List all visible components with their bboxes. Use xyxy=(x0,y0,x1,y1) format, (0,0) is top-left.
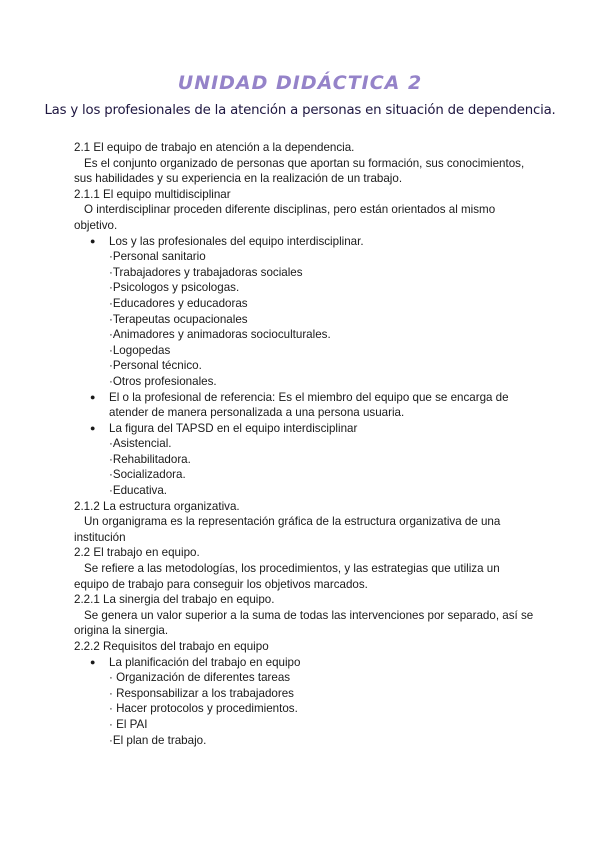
sub-item: ·Educativa. xyxy=(109,484,167,498)
bullet-text: El o la profesional de referencia: Es el miembro del equipo que se encarga de atender de manera personalizada a una persona usuaria. xyxy=(109,390,509,420)
sub-item: ·Trabajadores y trabajadoras sociales xyxy=(109,265,303,279)
sub-item: ·Animadores y animadoras socioculturales. xyxy=(109,328,331,342)
sub-item: ·Terapeutas ocupacionales xyxy=(109,312,248,326)
sub-item: · Hacer protocolos y procedimientos. xyxy=(109,702,298,716)
sub-list-tapsd xyxy=(74,436,534,498)
section-text-2-2-1: Se genera un valor superior a la suma de todas las intervenciones por separado, así se origina la sinergia. xyxy=(74,608,534,638)
bullet-item xyxy=(74,421,534,437)
section-text-2-1: Es el conjunto organizado de personas que aportan su formación, sus conocimientos, sus habilidades y su experiencia en la realización de un trabajo. xyxy=(74,156,525,186)
section-heading-2-2: 2.2 El trabajo en equipo. xyxy=(74,546,200,560)
section-text-2-1-2: Un organigrama es la representación gráfica de la estructura organizativa de una institución xyxy=(74,515,501,544)
section-heading-2-1: 2.1 El equipo de trabajo en atención a la dependencia. xyxy=(74,141,355,154)
document-title: UNIDAD DIDÁCTICA 2 xyxy=(177,72,423,94)
bullet-text: Los y las profesionales del equipo interdisciplinar. xyxy=(109,234,364,248)
section-text-2-2: Se refiere a las metodologías, los procedimientos, y las estrategias que utiliza un equipo de trabajo para conseguir los objetivos marcados. xyxy=(74,562,500,591)
sub-item: ·Psicologos y psicologas. xyxy=(109,281,240,295)
sub-item: ·Otros profesionales. xyxy=(109,374,217,388)
bullet-list-equipo xyxy=(74,234,534,250)
sub-item: · Organización de diferentes tareas xyxy=(109,671,291,685)
sub-item: ·Personal sanitario xyxy=(109,250,206,264)
bullet-text: La planificación del trabajo en equipo xyxy=(109,655,301,669)
sub-list-planificacion xyxy=(74,670,534,748)
sub-item: ·Personal técnico. xyxy=(109,359,202,373)
sub-item: ·Socializadora. xyxy=(109,468,186,482)
bullet-list-planificacion xyxy=(74,655,534,671)
section-heading-2-1-1: 2.1.1 El equipo multidisciplinar xyxy=(74,187,231,201)
section-heading-2-2-2: 2.2.2 Requisitos del trabajo en equipo xyxy=(74,640,269,653)
section-text-2-1-1: O interdisciplinar proceden diferente disciplinas, pero están orientados al mismo objetivo. xyxy=(74,203,496,232)
sub-item: · El PAI xyxy=(109,717,148,731)
sub-item: ·Educadores y educadoras xyxy=(109,296,248,310)
sub-list-profesionales xyxy=(74,249,534,389)
sub-item: ·Rehabilitadora. xyxy=(109,452,191,466)
section-heading-2-1-2: 2.1.2 La estructura organizativa. xyxy=(74,499,240,513)
bullet-list-referencia xyxy=(74,390,534,437)
section-heading-2-2-1: 2.2.1 La sinergia del trabajo en equipo. xyxy=(74,593,275,607)
sub-item: ·Asistencial. xyxy=(109,437,172,451)
bullet-item xyxy=(74,234,534,250)
bullet-item xyxy=(74,390,534,421)
document-subtitle: Las y los profesionales de la atención a personas en situación de dependencia. xyxy=(44,103,556,118)
sub-item: · Responsabilizar a los trabajadores xyxy=(109,686,294,700)
bullet-text: La figura del TAPSD en el equipo interdisciplinar xyxy=(109,421,358,435)
sub-item: ·Logopedas xyxy=(109,343,171,357)
document-body xyxy=(74,140,534,748)
bullet-item xyxy=(74,655,534,671)
sub-item: ·El plan de trabajo. xyxy=(109,733,207,747)
